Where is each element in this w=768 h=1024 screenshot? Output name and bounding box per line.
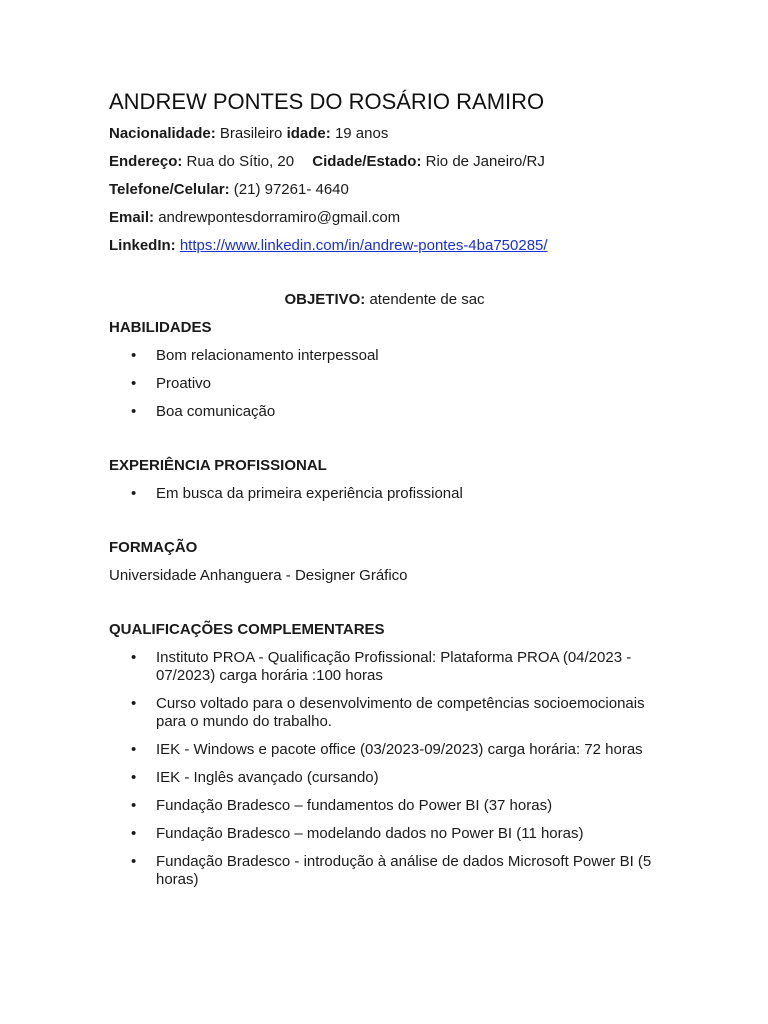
list-item-text: Em busca da primeira experiência profissional bbox=[156, 485, 463, 502]
list-item bbox=[109, 347, 660, 365]
experience-list bbox=[109, 485, 660, 503]
phone-value: (21) 97261- 4640 bbox=[233, 181, 349, 198]
bullet-icon: • bbox=[131, 825, 137, 842]
list-item bbox=[109, 797, 660, 815]
list-item-text: Fundação Bradesco - introdução à análise de dados Microsoft Power BI (5 horas) bbox=[156, 853, 652, 888]
qualifications-section bbox=[109, 621, 660, 889]
list-item bbox=[109, 695, 660, 731]
list-item-text: Proativo bbox=[156, 375, 212, 392]
bullet-icon: • bbox=[131, 485, 137, 502]
bullet-icon: • bbox=[131, 347, 137, 364]
city-label: Cidade/Estado: bbox=[312, 153, 422, 170]
nationality-value: Brasileiro bbox=[219, 125, 283, 142]
objective-value: atendente de sac bbox=[369, 291, 485, 308]
nationality-label: Nacionalidade: bbox=[109, 125, 216, 142]
list-item-text: IEK - Inglês avançado (cursando) bbox=[156, 769, 379, 786]
bullet-icon: • bbox=[131, 403, 137, 420]
nationality-line bbox=[109, 125, 660, 143]
address-value: Rua do Sítio, 20 bbox=[186, 153, 295, 170]
bullet-icon: • bbox=[131, 695, 137, 712]
email-line bbox=[109, 209, 660, 227]
list-item-text: Bom relacionamento interpessoal bbox=[156, 347, 379, 364]
age-value: 19 anos bbox=[334, 125, 389, 142]
qualifications-list bbox=[109, 649, 660, 889]
list-item bbox=[109, 853, 660, 889]
bullet-icon: • bbox=[131, 769, 137, 786]
email-label: Email: bbox=[109, 209, 155, 226]
list-item bbox=[109, 375, 660, 393]
qualifications-heading: QUALIFICAÇÕES COMPLEMENTARES bbox=[109, 621, 385, 638]
candidate-name: ANDREW PONTES DO ROSÁRIO RAMIRO bbox=[109, 89, 545, 114]
bullet-icon: • bbox=[131, 649, 137, 666]
bullet-icon: • bbox=[131, 741, 137, 758]
experience-heading: EXPERIÊNCIA PROFISSIONAL bbox=[109, 457, 327, 474]
skills-section bbox=[109, 319, 660, 421]
city-value: Rio de Janeiro/RJ bbox=[425, 153, 545, 170]
experience-section bbox=[109, 457, 660, 503]
list-item-text: Fundação Bradesco – modelando dados no Power BI (11 horas) bbox=[156, 825, 584, 842]
education-value: Universidade Anhanguera - Designer Gráfico bbox=[109, 567, 408, 584]
education-heading: FORMAÇÃO bbox=[109, 539, 198, 556]
linkedin-label: LinkedIn: bbox=[109, 237, 176, 254]
objective-label: OBJETIVO: bbox=[284, 291, 366, 308]
skills-heading: HABILIDADES bbox=[109, 319, 212, 336]
linkedin-line bbox=[109, 237, 660, 255]
phone-line bbox=[109, 181, 660, 199]
email-value: andrewpontesdorramiro@gmail.com bbox=[158, 209, 401, 226]
list-item bbox=[109, 403, 660, 421]
list-item-text: IEK - Windows e pacote office (03/2023-09/2023) carga horária: 72 horas bbox=[156, 741, 643, 758]
address-label: Endereço: bbox=[109, 153, 183, 170]
list-item-text: Instituto PROA - Qualificação Profissional: Plataforma PROA (04/2023 - 07/2023) carga horária :100 horas bbox=[156, 649, 632, 684]
list-item-text: Curso voltado para o desenvolvimento de competências socioemocionais para o mundo do trabalho. bbox=[156, 695, 645, 730]
list-item-text: Fundação Bradesco – fundamentos do Power BI (37 horas) bbox=[156, 797, 553, 814]
age-label: idade: bbox=[286, 125, 331, 142]
list-item bbox=[109, 485, 660, 503]
education-section bbox=[109, 539, 660, 585]
list-item-text: Boa comunicação bbox=[156, 403, 276, 420]
bullet-icon: • bbox=[131, 853, 137, 870]
objective-line bbox=[109, 291, 660, 309]
bullet-icon: • bbox=[131, 797, 137, 814]
list-item bbox=[109, 769, 660, 787]
bullet-icon: • bbox=[131, 375, 137, 392]
list-item bbox=[109, 649, 660, 685]
skills-list bbox=[109, 347, 660, 421]
list-item bbox=[109, 825, 660, 843]
list-item bbox=[109, 741, 660, 759]
linkedin-link[interactable]: https://www.linkedin.com/in/andrew-pontes-4ba750285/ bbox=[179, 237, 548, 254]
phone-label: Telefone/Celular: bbox=[109, 181, 230, 198]
address-line bbox=[109, 153, 660, 171]
